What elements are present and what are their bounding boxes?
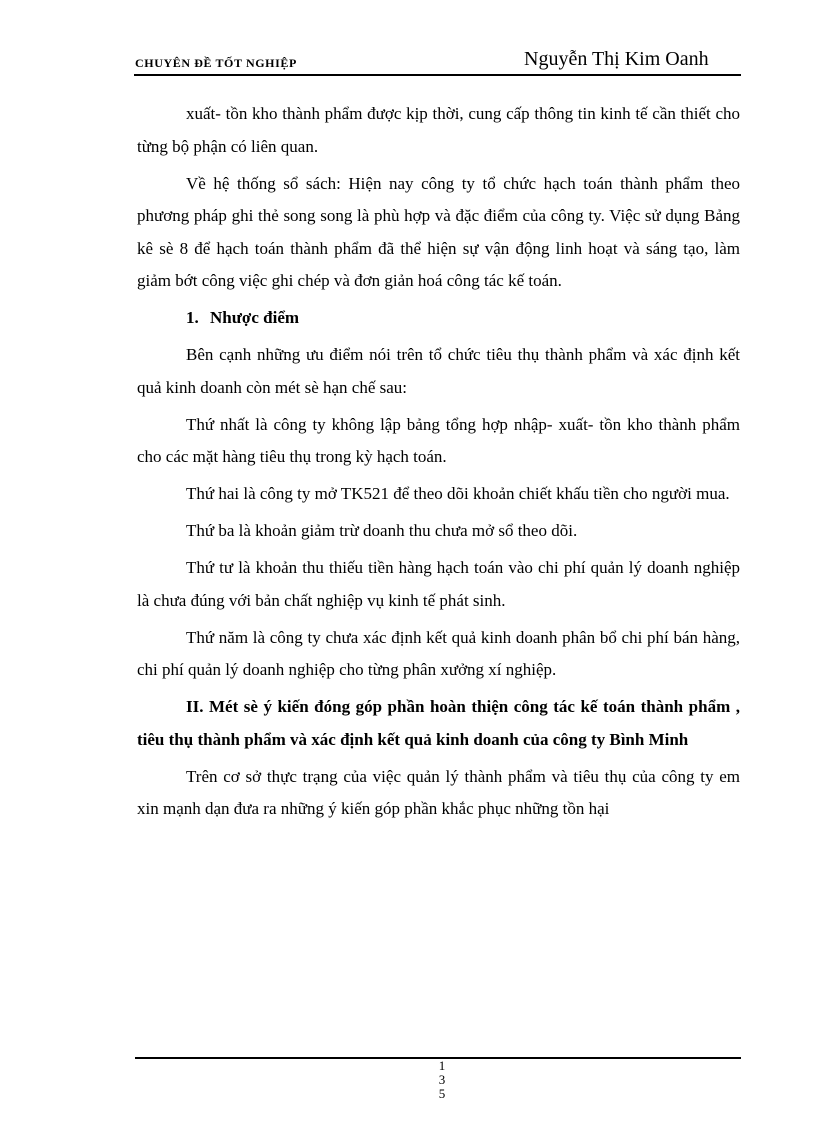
section-heading-suggestions: II. Mét sè ý kiến đóng góp phần hoàn thiện công tác kế toán thành phẩm , tiêu thụ thành phẩm và xác định kết quả kinh doanh của công ty Bình Minh bbox=[137, 697, 740, 749]
paragraph-8: Thứ năm là công ty chưa xác định kết quả kinh doanh phân bổ chi phí bán hàng, chi phí quản lý doanh nghiệp cho từng phân xưởng xí nghiệp. bbox=[137, 627, 740, 679]
header-author-name: Nguyễn Thị Kim Oanh bbox=[524, 48, 709, 70]
page-number-digit: 3 bbox=[438, 1072, 446, 1087]
paragraph-5: Thứ hai là công ty mở TK521 để theo dõi khoản chiết khấu tiền cho người mua. bbox=[186, 484, 730, 503]
paragraph-2: Về hệ thống sổ sách: Hiện nay công ty tổ chức hạch toán thành phẩm theo phương pháp ghi thẻ song song là phù hợp và đặc điểm của công ty. Việc sử dụng Bảng kê sè 8 để hạch toán thành phẩm đã thể hiện sự vận động linh hoạt và sáng tạo, làm giảm bớt công việc ghi chép và đơn giản hoá công tác kế toán. bbox=[137, 173, 740, 290]
section-heading-weaknesses bbox=[137, 302, 740, 335]
document-body bbox=[137, 98, 740, 830]
paragraph-6: Thứ ba là khoản giảm trừ doanh thu chưa mở sổ theo dõi. bbox=[186, 521, 578, 540]
page-number-digit: 1 bbox=[438, 1058, 446, 1073]
page-number bbox=[436, 1059, 448, 1101]
paragraph-1: xuất- tồn kho thành phẩm được kịp thời, cung cấp thông tin kinh tế cần thiết cho từng bộ phận có liên quan. bbox=[137, 104, 740, 156]
page-number-digit: 5 bbox=[438, 1086, 446, 1101]
paragraph-3: Bên cạnh những ưu điểm nói trên tổ chức tiêu thụ thành phẩm và xác định kết quả kinh doanh còn mét sè hạn chế sau: bbox=[137, 345, 740, 397]
header-divider bbox=[134, 74, 741, 76]
paragraph-4: Thứ nhất là công ty không lập bảng tổng hợp nhập- xuất- tồn kho thành phẩm cho các mặt hàng tiêu thụ trong kỳ hạch toán. bbox=[137, 414, 740, 466]
paragraph-7: Thứ tư là khoản thu thiếu tiền hàng hạch toán vào chi phí quản lý doanh nghiệp là chưa đúng với bản chất nghiệp vụ kinh tế phát sinh. bbox=[137, 558, 740, 610]
section-heading-number: 1. bbox=[186, 308, 199, 327]
section-heading-title: Nhược điểm bbox=[210, 308, 300, 327]
paragraph-9: Trên cơ sở thực trạng của việc quản lý thành phẩm và tiêu thụ của công ty em xin mạnh dạn đưa ra những ý kiến góp phần khắc phục những tồn hại bbox=[137, 766, 740, 818]
header-document-type: CHUYÊN ĐỀ TỐT NGHIỆP bbox=[135, 56, 297, 70]
